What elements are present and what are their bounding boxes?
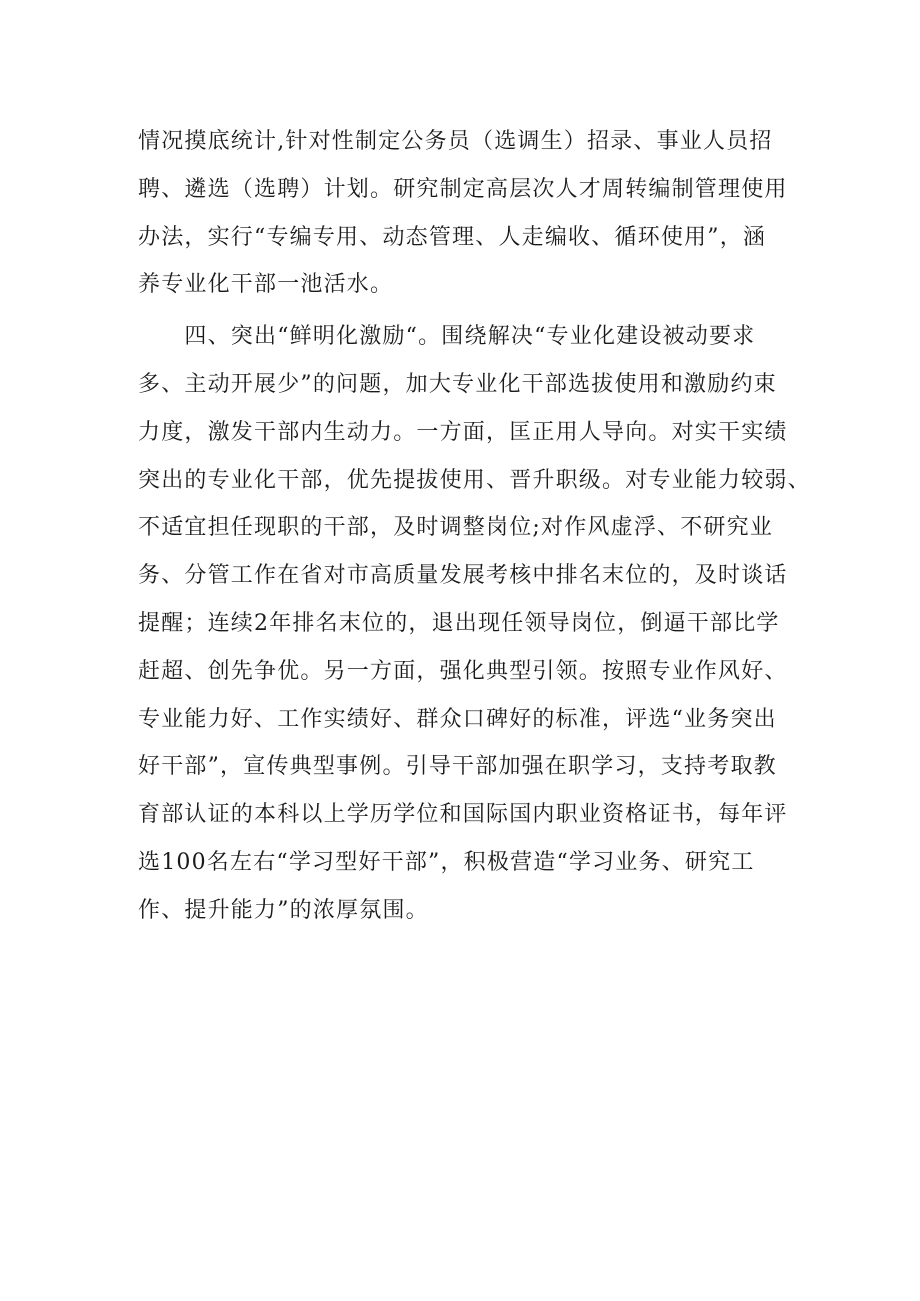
text-line: 聘、遴选（选聘）计划。研究制定高层次人才周转编制管理使用 [138, 176, 788, 202]
text-line: 四、突出“鲜明化激励“。围绕解决“专业化建设被动要求 [138, 324, 756, 350]
text-line: 不适宜担任现职的干部，及时调整岗位;对作风虚浮、不研究业 [138, 515, 774, 541]
text-line: 选100名左右“学习型好干部”，积极营造“学习业务、研究工 [138, 849, 755, 875]
text-line: 办法，实行“专编专用、动态管理、人走编收、循环使用”，涵 [138, 224, 767, 250]
text-line: 养专业化干部一池活水。 [138, 272, 394, 298]
text-line: 赶超、创先争优。另一方面，强化典型引领。按照专业作风好、 [138, 658, 788, 684]
text-line: 务、分管工作在省对市高质量发展考核中排名末位的，及时谈话 [138, 563, 788, 589]
paragraph-1 [138, 118, 798, 309]
document-body [138, 118, 811, 935]
text-line: 好干部”，宣传典型事例。引导干部加强在职学习，支持考取教 [138, 754, 777, 780]
text-line: 专业能力好、工作实绩好、群众口碑好的标准，评选“业务突出 [138, 706, 777, 732]
text-line: 多、主动开展少”的问题，加大专业化干部选拔使用和激励约束 [138, 371, 777, 397]
text-line: 提醒；连续2年排名末位的，退出现任领导岗位，倒逼干部比学 [138, 610, 780, 636]
text-line: 突出的专业化干部，优先提拔使用、晋升职级。对专业能力较弱、 [138, 467, 811, 493]
text-line: 育部认证的本科以上学历学位和国际国内职业资格证书，每年评 [138, 802, 788, 828]
text-line: 力度，激发干部内生动力。一方面，匡正用人导向。对实干实绩 [138, 419, 788, 445]
text-line: 情况摸底统计,针对性制定公务员（选调生）招录、事业人员招 [138, 129, 773, 154]
paragraph-2 [138, 313, 811, 934]
text-line: 作、提升能力”的浓厚氛围。 [138, 897, 429, 923]
